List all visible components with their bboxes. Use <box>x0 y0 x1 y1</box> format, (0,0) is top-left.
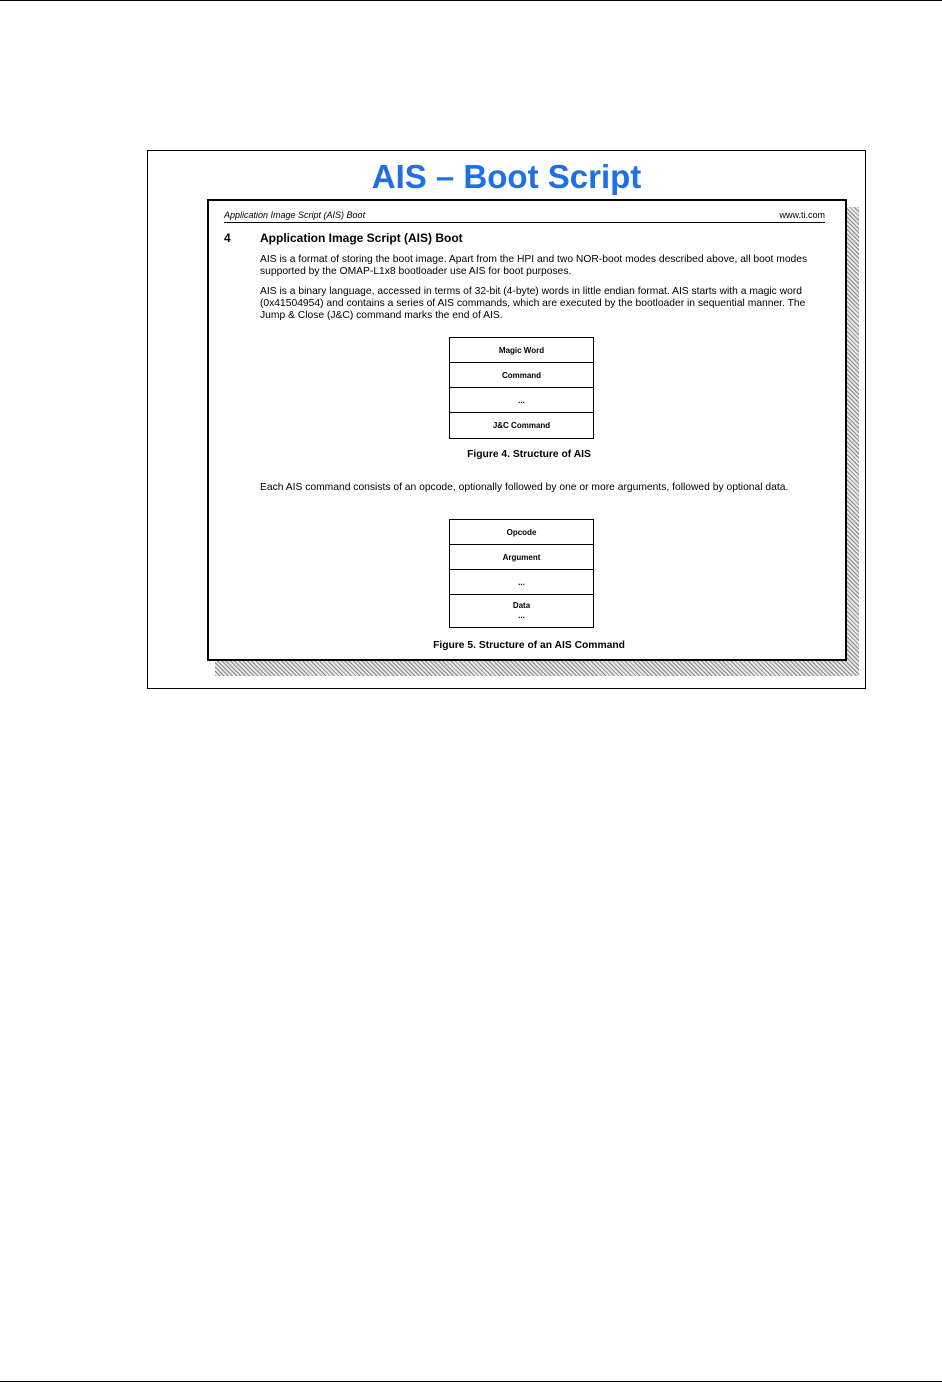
paragraph-binary-language: AIS is a binary language, accessed in terms of 32-bit (4-byte) words in little endian format. AIS starts with a magic word (0x41504954) and contains a series of AIS commands, which are executed by the bootloader in sequential manner. The Jump & Close (J&C) command marks the end of AIS. <box>260 286 806 321</box>
struct-cell-ellipsis: ... <box>450 388 593 413</box>
cmd-cell-data-label: Data <box>512 601 531 610</box>
paragraph-command-structure: Each AIS command consists of an opcode, optionally followed by one or more arguments, followed by optional data. <box>260 482 789 493</box>
struct-cell-jc-command: J&C Command <box>492 421 551 430</box>
document-excerpt <box>207 199 847 661</box>
page-top-rule <box>0 0 942 1</box>
cmd-cell-argument: Argument <box>450 545 593 570</box>
header-section-title: Application Image Script (AIS) Boot <box>224 210 366 220</box>
header-website: www.ti.com <box>779 210 825 220</box>
document-header <box>224 209 825 221</box>
page-bottom-rule <box>0 1381 942 1382</box>
paragraph-intro: AIS is a format of storing the boot image. Apart from the HPI and two NOR-boot modes described above, all boot modes supported by the OMAP-L1x8 bootloader use AIS for boot purposes. <box>260 254 808 277</box>
struct-cell-command: Command <box>450 363 593 388</box>
figure5-caption: Figure 5. Structure of an AIS Command <box>433 640 625 651</box>
ais-structure-diagram <box>449 337 594 439</box>
cmd-cell-data <box>450 595 593 627</box>
slide-frame <box>147 150 866 689</box>
section-number: 4 <box>224 231 231 245</box>
struct-cell-magic-word: Magic Word <box>450 338 593 363</box>
cmd-cell-data-ellipsis: ... <box>518 611 525 620</box>
ais-command-diagram <box>449 519 594 628</box>
cmd-cell-opcode: Opcode <box>450 520 593 545</box>
cmd-cell-ellipsis: ... <box>450 570 593 595</box>
section-title: Application Image Script (AIS) Boot <box>260 231 463 245</box>
slide-title: AIS – Boot Script <box>371 158 642 195</box>
figure4-caption: Figure 4. Structure of AIS <box>467 449 591 460</box>
header-rule <box>224 222 825 223</box>
